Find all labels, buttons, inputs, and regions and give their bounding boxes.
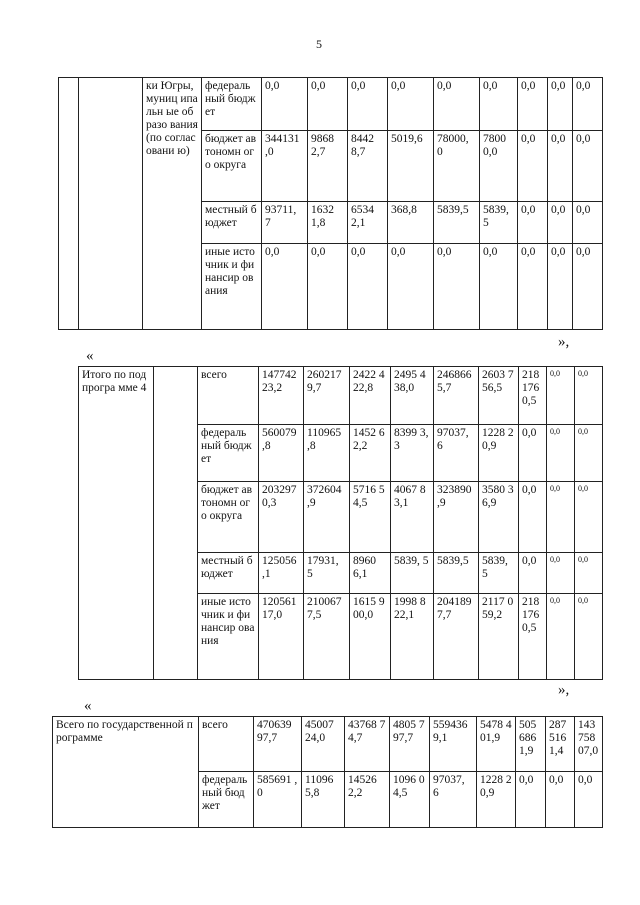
value-cell: 0,0: [348, 78, 388, 131]
value-cell: 14526 2,2: [345, 772, 390, 828]
value-cell: 260217 9,7: [304, 367, 350, 425]
program-title: Всего по государственной программе: [53, 717, 199, 828]
source-label: иные источник и финансир ования: [202, 244, 262, 330]
value-cell: 2603 756,5: [479, 367, 519, 425]
source-label: иные источник и финансир ования: [198, 594, 259, 680]
value-cell: 97037, 6: [434, 425, 479, 482]
value-cell: 1998 822,1: [391, 594, 434, 680]
value-cell: 110965 ,8: [304, 425, 350, 482]
value-cell: 0,0: [547, 553, 575, 594]
value-cell: 5839, 5: [480, 202, 518, 244]
source-label: федераль ный бюджет: [202, 78, 262, 131]
value-cell: 0,0: [518, 202, 548, 244]
empty-cell: [154, 367, 198, 680]
value-cell: 1615 900,0: [350, 594, 391, 680]
value-cell: 4805 797,7: [390, 717, 430, 772]
value-cell: 45007 24,0: [302, 717, 345, 772]
value-cell: 0,0: [548, 244, 573, 330]
value-cell: 0,0: [518, 244, 548, 330]
value-cell: 143 758 07,0: [575, 717, 603, 772]
value-cell: 470639 97,7: [254, 717, 302, 772]
value-cell: 93711, 7: [262, 202, 308, 244]
source-label: всего: [198, 367, 259, 425]
value-cell: 6534 2,1: [348, 202, 388, 244]
value-cell: 0,0: [573, 78, 603, 131]
source-label: федераль ный бюджет: [198, 425, 259, 482]
value-cell: 0,0: [575, 367, 603, 425]
value-cell: 5839, 5: [479, 553, 519, 594]
value-cell: 0,0: [548, 78, 573, 131]
value-cell: 0,0: [308, 78, 348, 131]
value-cell: 0,0: [308, 244, 348, 330]
value-cell: 559436 9,1: [430, 717, 477, 772]
value-cell: 0,0: [548, 202, 573, 244]
value-cell: 0,0: [547, 594, 575, 680]
value-cell: 0,0: [575, 553, 603, 594]
value-cell: 1452 62,2: [350, 425, 391, 482]
value-cell: 5716 54,5: [350, 482, 391, 553]
value-cell: 120561 17,0: [259, 594, 304, 680]
empty-cell: [79, 78, 143, 330]
source-label: всего: [199, 717, 254, 772]
source-label: бюджет автономн ого округа: [198, 482, 259, 553]
value-cell: 1096 04,5: [390, 772, 430, 828]
value-cell: 4067 83,1: [391, 482, 434, 553]
value-cell: 2495 438,0: [391, 367, 434, 425]
value-cell: 344131 ,0: [262, 131, 308, 202]
value-cell: 7800 0,0: [480, 131, 518, 202]
value-cell: 0,0: [480, 78, 518, 131]
value-cell: 11096 5,8: [302, 772, 345, 828]
value-cell: 5839,5: [434, 202, 480, 244]
opening-quote: «: [86, 348, 94, 364]
value-cell: 0,0: [548, 131, 573, 202]
value-cell: 1632 1,8: [308, 202, 348, 244]
value-cell: 0,0: [518, 131, 548, 202]
value-cell: 246866 5,7: [434, 367, 479, 425]
value-cell: 0,0: [573, 244, 603, 330]
value-cell: 0,0: [547, 367, 575, 425]
closing-quote: »,: [558, 334, 570, 350]
value-cell: 5478 401,9: [477, 717, 516, 772]
source-label: бюджет автономн ого округа: [202, 131, 262, 202]
value-cell: 43768 74,7: [345, 717, 390, 772]
executor-cell: ки Югры, муниц ипальн ые образо вания (по соглас овани ю): [143, 78, 202, 330]
source-label: местный бюджет: [198, 553, 259, 594]
value-cell: 97037, 6: [430, 772, 477, 828]
empty-cell: [59, 78, 79, 330]
value-cell: 0,0: [348, 244, 388, 330]
value-cell: 204189 7,7: [434, 594, 479, 680]
value-cell: 5839,5: [434, 553, 479, 594]
value-cell: 372604 ,9: [304, 482, 350, 553]
value-cell: 368,8: [388, 202, 434, 244]
value-cell: 585691 ,0: [254, 772, 302, 828]
value-cell: 3580 36,9: [479, 482, 519, 553]
value-cell: 505 686 1,9: [516, 717, 546, 772]
value-cell: 323890 ,9: [434, 482, 479, 553]
value-cell: 0,0: [519, 482, 547, 553]
value-cell: 0,0: [434, 78, 480, 131]
value-cell: 0,0: [388, 78, 434, 131]
value-cell: 8442 8,7: [348, 131, 388, 202]
value-cell: 218 176 0,5: [519, 594, 547, 680]
value-cell: 210067 7,5: [304, 594, 350, 680]
value-cell: 560079 ,8: [259, 425, 304, 482]
value-cell: 0,0: [575, 425, 603, 482]
value-cell: 17931, 5: [304, 553, 350, 594]
page-number: 5: [316, 37, 322, 51]
value-cell: 0,0: [547, 482, 575, 553]
value-cell: 287 516 1,4: [546, 717, 575, 772]
value-cell: 0,0: [573, 202, 603, 244]
value-cell: 0,0: [575, 772, 603, 828]
value-cell: 0,0: [575, 594, 603, 680]
value-cell: 0,0: [518, 78, 548, 131]
value-cell: 9868 2,7: [308, 131, 348, 202]
value-cell: 8960 6,1: [350, 553, 391, 594]
value-cell: 0,0: [480, 244, 518, 330]
value-cell: 2422 422,8: [350, 367, 391, 425]
value-cell: 0,0: [262, 78, 308, 131]
value-cell: 1228 20,9: [479, 425, 519, 482]
value-cell: 0,0: [434, 244, 480, 330]
closing-quote: »,: [558, 682, 570, 698]
value-cell: 5839, 5: [391, 553, 434, 594]
table-program-total: [52, 716, 603, 828]
value-cell: 0,0: [573, 131, 603, 202]
value-cell: 0,0: [519, 553, 547, 594]
value-cell: 8399 3,3: [391, 425, 434, 482]
value-cell: 203297 0,3: [259, 482, 304, 553]
value-cell: 0,0: [516, 772, 546, 828]
subprogram-title: Итого по подпрогра мме 4: [79, 367, 154, 680]
value-cell: 0,0: [575, 482, 603, 553]
value-cell: 5019,6: [388, 131, 434, 202]
value-cell: 1228 20,9: [477, 772, 516, 828]
value-cell: 147742 23,2: [259, 367, 304, 425]
value-cell: 218 176 0,5: [519, 367, 547, 425]
table-subprogram-part: [58, 77, 603, 330]
value-cell: 0,0: [388, 244, 434, 330]
value-cell: 0,0: [547, 425, 575, 482]
source-label: федераль ный бюджет: [199, 772, 254, 828]
value-cell: 0,0: [519, 425, 547, 482]
opening-quote: «: [84, 698, 92, 714]
value-cell: 2117 059,2: [479, 594, 519, 680]
value-cell: 125056 ,1: [259, 553, 304, 594]
table-subprogram-total: [78, 366, 603, 680]
value-cell: 0,0: [262, 244, 308, 330]
value-cell: 0,0: [546, 772, 575, 828]
value-cell: 78000, 0: [434, 131, 480, 202]
source-label: местный бюджет: [202, 202, 262, 244]
